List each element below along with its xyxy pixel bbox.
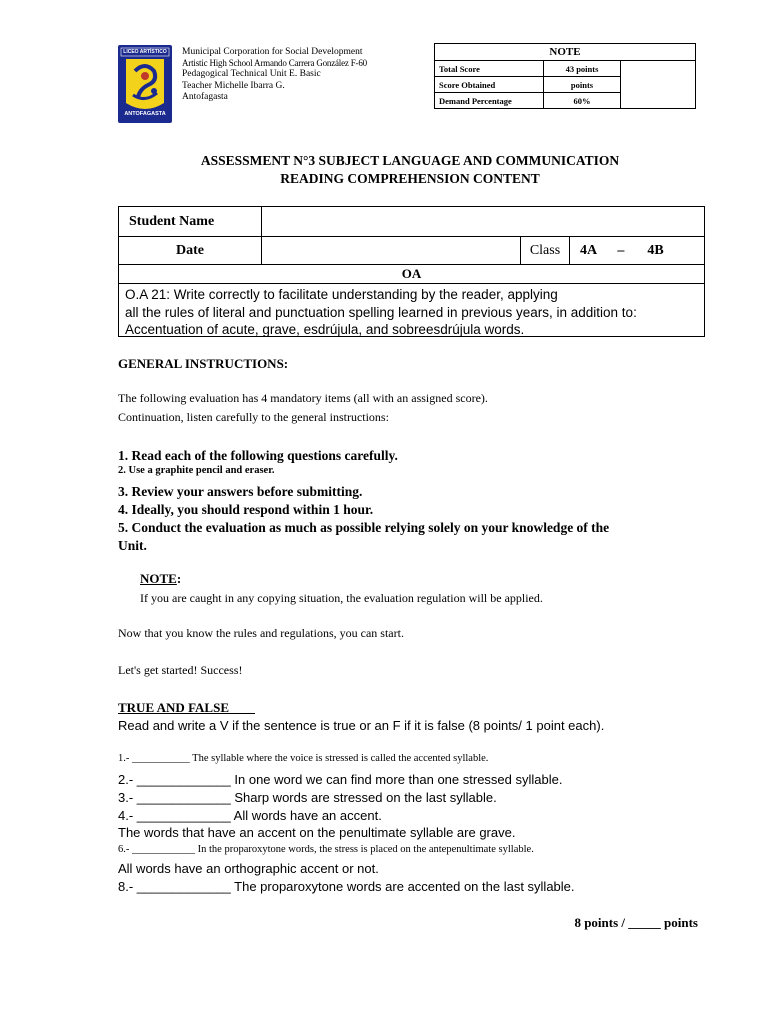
instructions-heading: GENERAL INSTRUCTIONS: <box>118 356 289 371</box>
class-option-4b[interactable]: 4B <box>647 242 664 258</box>
instruction-item: Unit. <box>118 538 147 553</box>
student-name-label: Student Name <box>119 207 262 237</box>
true-false-instruction: Read and write a V if the sentence is true or an F if it is false (8 points/ 1 point each). <box>118 718 605 733</box>
true-false-item[interactable]: 6.- ____________ In the proparoxytone words, the stress is placed on the antepenultimate syllable. <box>118 844 534 855</box>
institution-line: Artistic High School Armando Carrera González F-60 <box>182 58 367 69</box>
student-info-table <box>118 206 705 265</box>
demand-percentage-value: 60% <box>544 93 621 109</box>
score-note-table <box>434 43 696 109</box>
date-label: Date <box>119 237 262 265</box>
date-field[interactable] <box>262 237 521 265</box>
class-dash: – <box>617 242 625 258</box>
true-false-item[interactable]: 1.- ___________ The syllable where the voice is stressed is called the accented syllable. <box>118 753 489 764</box>
student-name-field[interactable] <box>262 207 705 237</box>
true-false-item[interactable]: 8.- _____________ The proparoxytone words are accented on the last syllable. <box>118 879 575 894</box>
instruction-item: 4. Ideally, you should respond within 1 hour. <box>118 502 374 517</box>
lets-get-started: Let's get started! Success! <box>118 663 243 677</box>
institution-info <box>182 47 422 103</box>
class-label: Class <box>521 237 570 265</box>
assessment-title <box>0 152 768 188</box>
instruction-item: 1. Read each of the following questions carefully. <box>118 448 398 463</box>
note-title: NOTE <box>435 44 696 61</box>
class-option-4a[interactable]: 4A <box>580 242 597 258</box>
institution-line: Municipal Corporation for Social Development <box>182 47 363 57</box>
title-line-1: ASSESSMENT N°3 SUBJECT LANGUAGE AND COMMUNICATION <box>200 153 620 168</box>
instructions-intro-1: The following evaluation has 4 mandatory items (all with an assigned score). <box>118 391 488 405</box>
note-heading: NOTE: <box>140 571 182 586</box>
true-false-item: All words have an orthographic accent or not. <box>118 861 379 876</box>
true-false-item[interactable]: 3.- _____________ Sharp words are stressed on the last syllable. <box>118 790 497 805</box>
instructions-intro-2: Continuation, listen carefully to the general instructions: <box>118 410 389 424</box>
learning-objective-box <box>118 264 705 337</box>
class-options[interactable] <box>570 237 705 265</box>
total-score-value: 43 points <box>544 61 621 77</box>
oa-line: O.A 21: Write correctly to facilitate understanding by the reader, applying <box>125 287 558 302</box>
oa-line: Accentuation of acute, grave, esdrújula, and sobreesdrújula words. <box>125 322 525 337</box>
score-box-blank[interactable] <box>621 61 696 109</box>
oa-line: all the rules of literal and punctuation spelling learned in previous years, in addition to: <box>125 304 637 320</box>
instruction-item: 3. Review your answers before submitting. <box>118 484 363 499</box>
logo-bottom-text: ANTOFAGASTA <box>124 111 166 117</box>
true-false-item[interactable]: 4.- _____________ All words have an accent. <box>118 808 382 823</box>
note-label: NOTE <box>140 571 177 586</box>
instruction-item: 5. Conduct the evaluation as much as possible relying solely on your knowledge of the <box>118 520 610 535</box>
institution-line: Teacher Michelle Ibarra G. <box>182 80 285 91</box>
total-score-label: Total Score <box>435 61 544 77</box>
section-score: 8 points / _____ points <box>574 915 698 930</box>
oa-heading: OA <box>119 265 704 284</box>
school-logo <box>118 45 172 123</box>
logo-top-text: LICEO ARTÍSTICO <box>123 49 167 55</box>
note-text: If you are caught in any copying situation, the evaluation regulation will be applied. <box>140 591 543 605</box>
institution-line: Antofagasta <box>182 91 228 102</box>
institution-line: Pedagogical Technical Unit E. Basic <box>182 69 321 80</box>
score-obtained-value: points <box>544 77 621 93</box>
true-false-item[interactable]: 2.- _____________ In one word we can find more than one stressed syllable. <box>118 772 563 787</box>
demand-percentage-label: Demand Percentage <box>435 93 544 109</box>
start-text: Now that you know the rules and regulations, you can start. <box>118 626 404 640</box>
instruction-item: 2. Use a graphite pencil and eraser. <box>118 465 275 476</box>
score-obtained-label: Score Obtained <box>435 77 544 93</box>
title-line-2: READING COMPREHENSION CONTENT <box>280 171 540 186</box>
true-false-item: The words that have an accent on the penultimate syllable are grave. <box>118 825 516 840</box>
true-false-heading: TRUE AND FALSE <box>118 700 230 715</box>
